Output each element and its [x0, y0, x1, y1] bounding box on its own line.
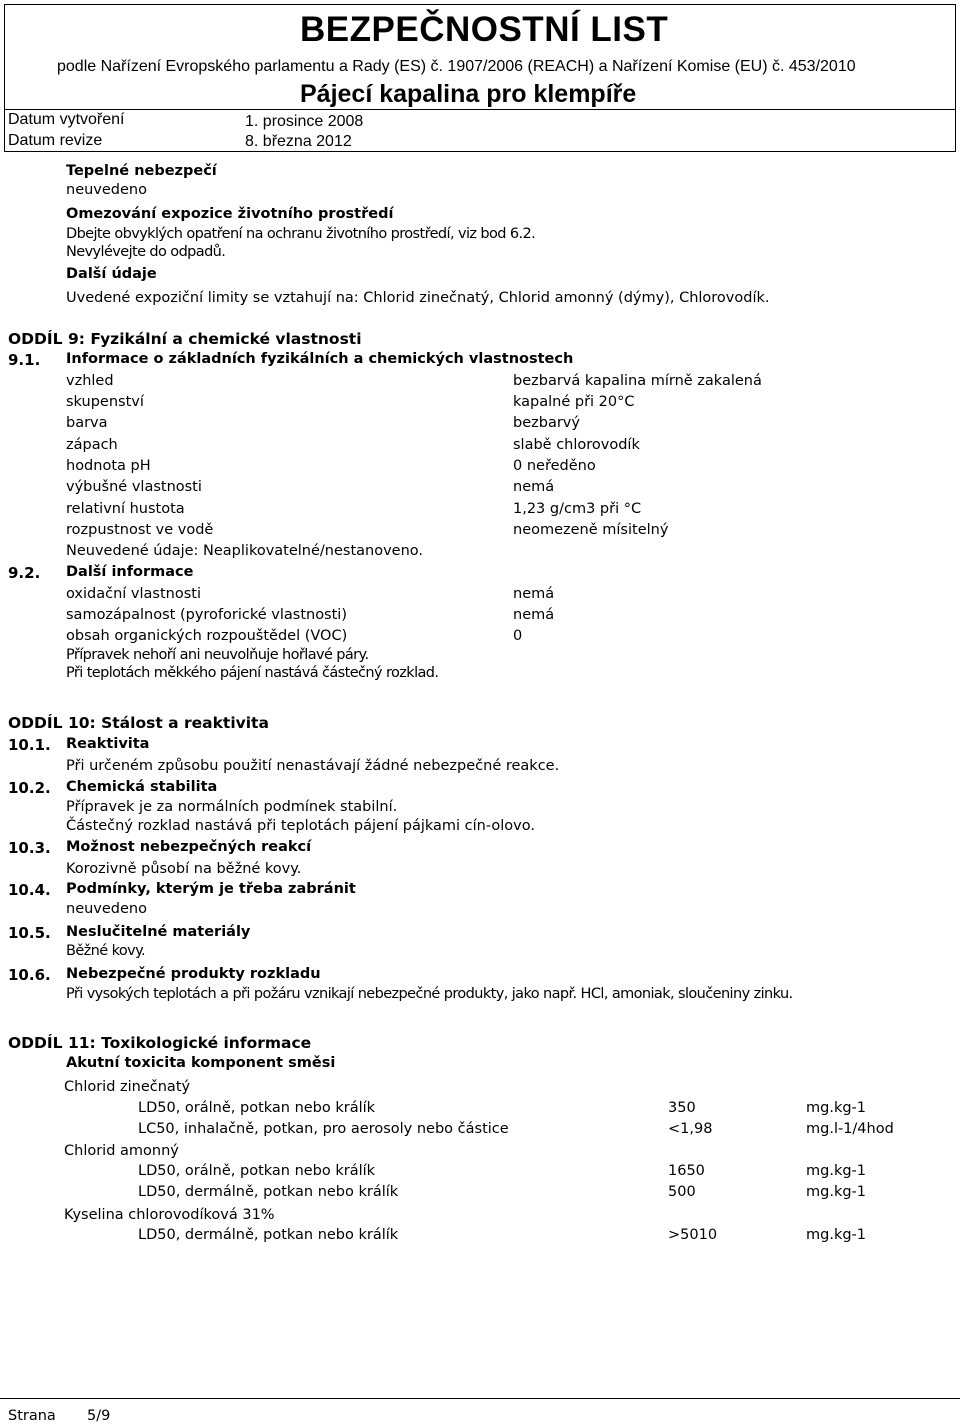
subsection-title: Možnost nebezpečných reakcí — [66, 839, 312, 855]
page-number: 5/9 — [87, 1408, 111, 1424]
property-label: obsah organických rozpouštědel (VOC) — [66, 628, 348, 644]
toxicity-value: >5010 — [668, 1227, 718, 1243]
property-value: neomezeně mísitelný — [513, 522, 669, 538]
section-9-2-title: Další informace — [66, 564, 194, 580]
subsection-text: Při určeném způsobu použití nenastávají žádné nebezpečné reakce. — [66, 758, 560, 774]
property-value: 1,23 g/cm3 při °C — [513, 501, 642, 517]
toxicity-desc: LD50, orálně, potkan nebo králík — [138, 1100, 376, 1116]
header-divider — [4, 109, 956, 110]
subsection-number: 10.4. — [8, 881, 51, 899]
component-name: Kyselina chlorovodíková 31% — [64, 1207, 275, 1223]
toxicity-desc: LD50, orálně, potkan nebo králík — [138, 1163, 376, 1179]
property-value: bezbarvý — [513, 415, 580, 431]
revised-value: 8. března 2012 — [245, 133, 352, 150]
property-label: hodnota pH — [66, 458, 151, 474]
toxicity-unit: mg.kg-1 — [806, 1100, 866, 1116]
section-11-subheading: Akutní toxicita komponent směsi — [66, 1055, 336, 1071]
subsection-text: Přípravek je za normálních podmínek stabilní. — [66, 799, 398, 815]
env-line-1: Dbejte obvyklých opatření na ochranu životního prostředí, viz bod 6.2. — [66, 226, 536, 242]
other-heading: Další údaje — [66, 266, 157, 282]
property-label: rozpustnost ve vodě — [66, 522, 214, 538]
section-11-heading: ODDÍL 11: Toxikologické informace — [8, 1034, 312, 1052]
section-9-extra-2: Při teplotách měkkého pájení nastává částečný rozklad. — [66, 665, 439, 681]
thermal-text: neuvedeno — [66, 182, 147, 198]
property-value: nemá — [513, 479, 555, 495]
property-value: 0 — [513, 628, 523, 644]
property-value: slabě chlorovodík — [513, 437, 640, 453]
subsection-number: 10.3. — [8, 839, 51, 857]
property-label: samozápalnost (pyroforické vlastnosti) — [66, 607, 347, 623]
toxicity-unit: mg.l-1/4hod — [806, 1121, 894, 1137]
property-label: skupenství — [66, 394, 144, 410]
property-value: bezbarvá kapalina mírně zakalená — [513, 373, 762, 389]
property-value: nemá — [513, 607, 555, 623]
property-label: oxidační vlastnosti — [66, 586, 201, 602]
toxicity-unit: mg.kg-1 — [806, 1227, 866, 1243]
subsection-text: Částečný rozklad nastává při teplotách pájení pájkami cín-olovo. — [66, 818, 535, 834]
subsection-title: Reaktivita — [66, 736, 150, 752]
component-name: Chlorid amonný — [64, 1143, 179, 1159]
product-name: Pájecí kapalina pro klempíře — [300, 80, 637, 108]
subsection-title: Nebezpečné produkty rozkladu — [66, 966, 321, 982]
section-9-extra-1: Přípravek nehoří ani neuvolňuje hořlavé páry. — [66, 647, 369, 663]
subsection-text: Běžné kovy. — [66, 943, 146, 959]
subsection-number: 10.5. — [8, 924, 51, 942]
toxicity-value: <1,98 — [668, 1121, 713, 1137]
subsection-text: neuvedeno — [66, 901, 147, 917]
section-9-1-number: 9.1. — [8, 351, 41, 369]
toxicity-unit: mg.kg-1 — [806, 1184, 866, 1200]
toxicity-value: 350 — [668, 1100, 696, 1116]
subsection-title: Podmínky, kterým je třeba zabránit — [66, 881, 356, 897]
subsection-number: 10.2. — [8, 779, 51, 797]
section-10-heading: ODDÍL 10: Stálost a reaktivita — [8, 714, 269, 732]
property-label: barva — [66, 415, 108, 431]
created-label: Datum vytvoření — [8, 111, 125, 128]
property-label: zápach — [66, 437, 118, 453]
subsection-title: Neslučitelné materiály — [66, 924, 251, 940]
document-title: BEZPEČNOSTNÍ LIST — [300, 10, 669, 49]
other-text: Uvedené expoziční limity se vztahují na: Chlorid zinečnatý, Chlorid amonný (dýmy), Chlorovodík. — [66, 290, 770, 306]
property-label: vzhled — [66, 373, 114, 389]
section-9-heading: ODDÍL 9: Fyzikální a chemické vlastnosti — [8, 330, 362, 348]
property-value: kapalné při 20°C — [513, 394, 635, 410]
regulation-subtitle: podle Nařízení Evropského parlamentu a Rady (ES) č. 1907/2006 (REACH) a Nařízení Komise (EU) č. 453/2010 — [57, 58, 856, 75]
property-value: 0 neředěno — [513, 458, 596, 474]
toxicity-desc: LD50, dermálně, potkan nebo králík — [138, 1184, 399, 1200]
created-value: 1. prosince 2008 — [245, 113, 364, 130]
property-label: výbušné vlastnosti — [66, 479, 202, 495]
subsection-number: 10.1. — [8, 736, 51, 754]
property-label: relativní hustota — [66, 501, 185, 517]
subsection-number: 10.6. — [8, 966, 51, 984]
component-name: Chlorid zinečnatý — [64, 1079, 191, 1095]
subsection-text: Při vysokých teplotách a při požáru vznikají nebezpečné produkty, jako např. HCl, amoniak, sloučeniny zinku. — [66, 986, 793, 1002]
revised-label: Datum revize — [8, 132, 103, 149]
footer-divider — [0, 1398, 960, 1399]
subsection-title: Chemická stabilita — [66, 779, 218, 795]
toxicity-value: 500 — [668, 1184, 696, 1200]
section-9-2-number: 9.2. — [8, 564, 41, 582]
env-heading: Omezování expozice životního prostředí — [66, 206, 394, 222]
toxicity-desc: LC50, inhalačně, potkan, pro aerosoly nebo částice — [138, 1121, 509, 1137]
env-line-2: Nevylévejte do odpadů. — [66, 244, 226, 260]
toxicity-value: 1650 — [668, 1163, 705, 1179]
toxicity-unit: mg.kg-1 — [806, 1163, 866, 1179]
section-9-note: Neuvedené údaje: Neaplikovatelné/nestanoveno. — [66, 543, 424, 559]
section-9-1-title: Informace o základních fyzikálních a chemických vlastnostech — [66, 351, 574, 367]
toxicity-desc: LD50, dermálně, potkan nebo králík — [138, 1227, 399, 1243]
page-label: Strana — [8, 1408, 56, 1424]
thermal-heading: Tepelné nebezpečí — [66, 163, 217, 179]
subsection-text: Korozivně působí na běžné kovy. — [66, 861, 302, 877]
property-value: nemá — [513, 586, 555, 602]
